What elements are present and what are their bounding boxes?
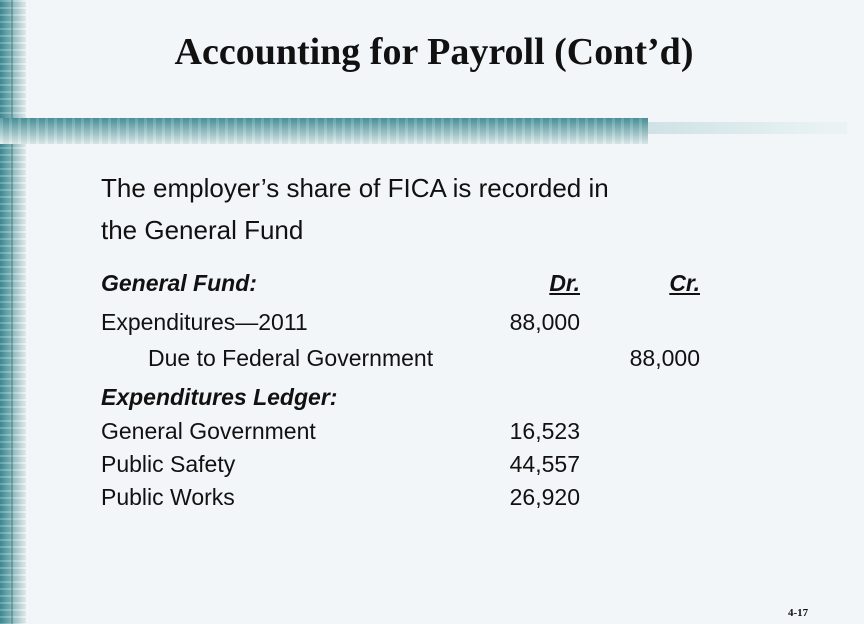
ledger-row-amount: 44,557 — [509, 451, 580, 477]
intro-line-2: the General Fund — [101, 215, 304, 245]
credit-account: Due to Federal Government — [148, 345, 434, 371]
intro-line-1: The employer’s share of FICA is recorded in — [101, 173, 609, 203]
title-underline-bar-end — [823, 122, 847, 134]
ledger-row-label: General Government — [101, 418, 316, 444]
slide-number: 4-17 — [788, 607, 809, 619]
intro-text — [101, 167, 781, 251]
debit-amount: 88,000 — [509, 309, 580, 335]
title-underline-bar-tail — [648, 122, 823, 134]
ledger-row-label: Public Works — [101, 484, 235, 510]
left-decorative-strip — [0, 0, 26, 624]
general-fund-heading: General Fund: — [101, 270, 257, 296]
ledger-row-label: Public Safety — [101, 451, 236, 477]
ledger-row-amount: 26,920 — [509, 484, 580, 510]
slide-title: Accounting for Payroll (Cont’d) — [174, 31, 694, 73]
expenditures-ledger-heading: Expenditures Ledger: — [101, 384, 338, 410]
cr-column-header: Cr. — [669, 270, 700, 296]
dr-column-header: Dr. — [549, 270, 580, 296]
title-underline-bar — [0, 118, 648, 144]
debit-account: Expenditures—2011 — [101, 309, 308, 335]
ledger-row-amount: 16,523 — [509, 418, 580, 444]
credit-amount: 88,000 — [629, 345, 700, 371]
